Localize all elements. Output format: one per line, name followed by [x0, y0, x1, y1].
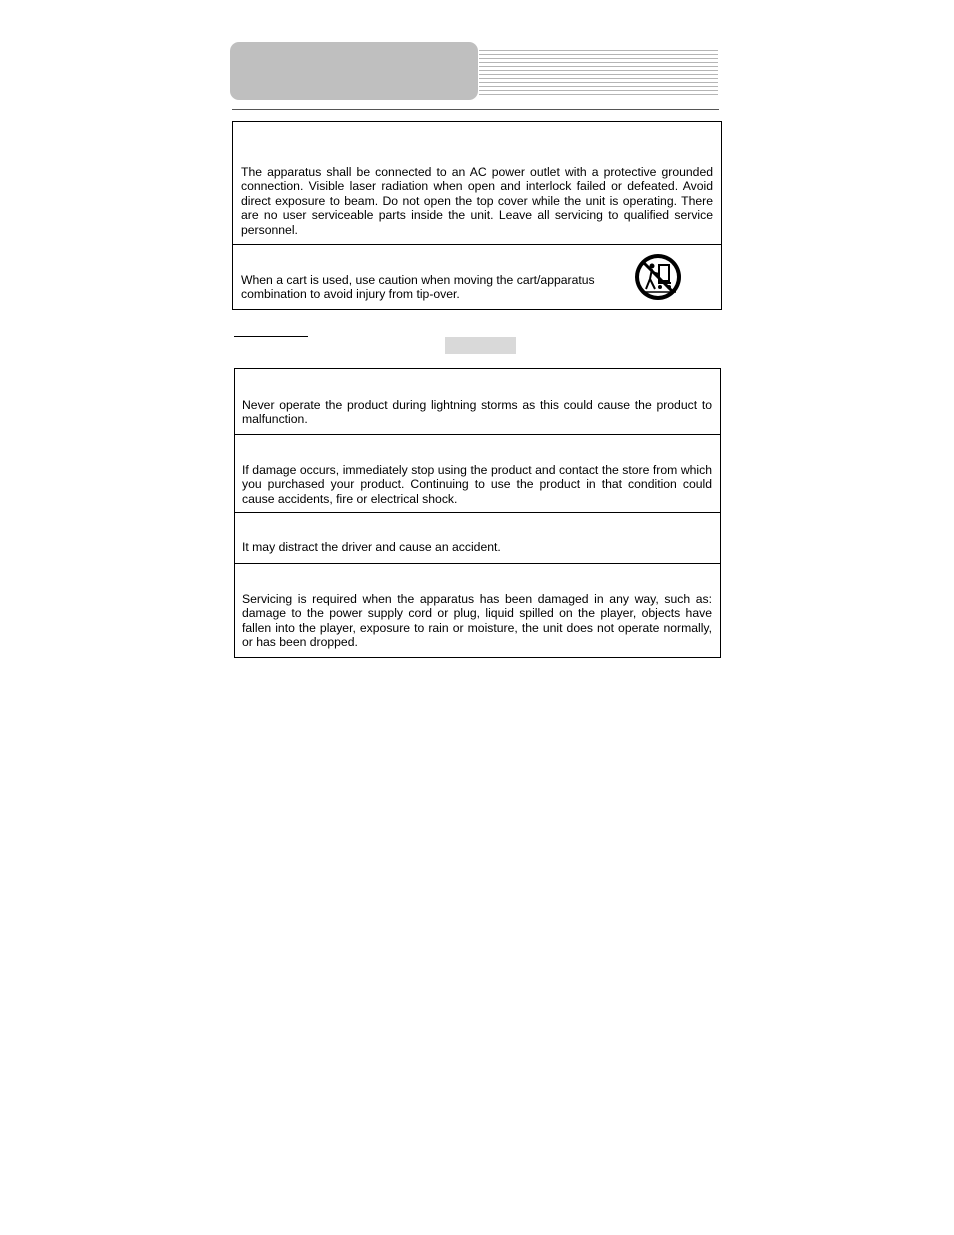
caution-cell-lightning	[235, 369, 720, 434]
cart-tipover-warning-icon	[632, 251, 684, 303]
header-decorative-lines	[479, 50, 718, 96]
safety-warning-box	[232, 121, 722, 310]
section-label-highlight	[445, 337, 516, 354]
caution-text-servicing: Servicing is required when the apparatus has been damaged in any way, such as: damage to the power supply cord or plug, liquid spilled on the player, objects have fallen into the player, exposure to rain or moisture, the unit does not operate normally, or has been dropped.	[242, 592, 712, 650]
warning-cell-cart	[233, 244, 721, 310]
caution-text-damage: If damage occurs, immediately stop using the product and contact the store from which you purchased your product. Continuing to use the product in that condition could cause accidents, fire or electrical shock.	[242, 463, 712, 506]
warning-text-cart: When a cart is used, use caution when moving the cart/apparatus combination to avoid injury from tip-over.	[241, 273, 595, 302]
caution-text-driver: It may distract the driver and cause an accident.	[242, 540, 501, 554]
caution-text-lightning: Never operate the product during lightning storms as this could cause the product to malfunction.	[242, 398, 712, 427]
header-divider	[232, 109, 719, 110]
usage-caution-box	[234, 368, 721, 658]
warning-cell-grounding	[233, 122, 721, 244]
header-title-tab	[230, 42, 478, 100]
warning-text-grounding: The apparatus shall be connected to an AC power outlet with a protective grounded connection. Visible laser radiation when open and interlock failed or defeated. Avoid direct exposure to beam. Do not open the top cover while the unit is operating. There are no user serviceable parts inside the unit. Leave all servicing to qualified service personnel.	[241, 165, 713, 237]
caution-cell-driver	[235, 512, 720, 563]
caution-cell-damage	[235, 434, 720, 512]
caution-cell-servicing	[235, 563, 720, 658]
section-heading-underline	[234, 336, 308, 337]
